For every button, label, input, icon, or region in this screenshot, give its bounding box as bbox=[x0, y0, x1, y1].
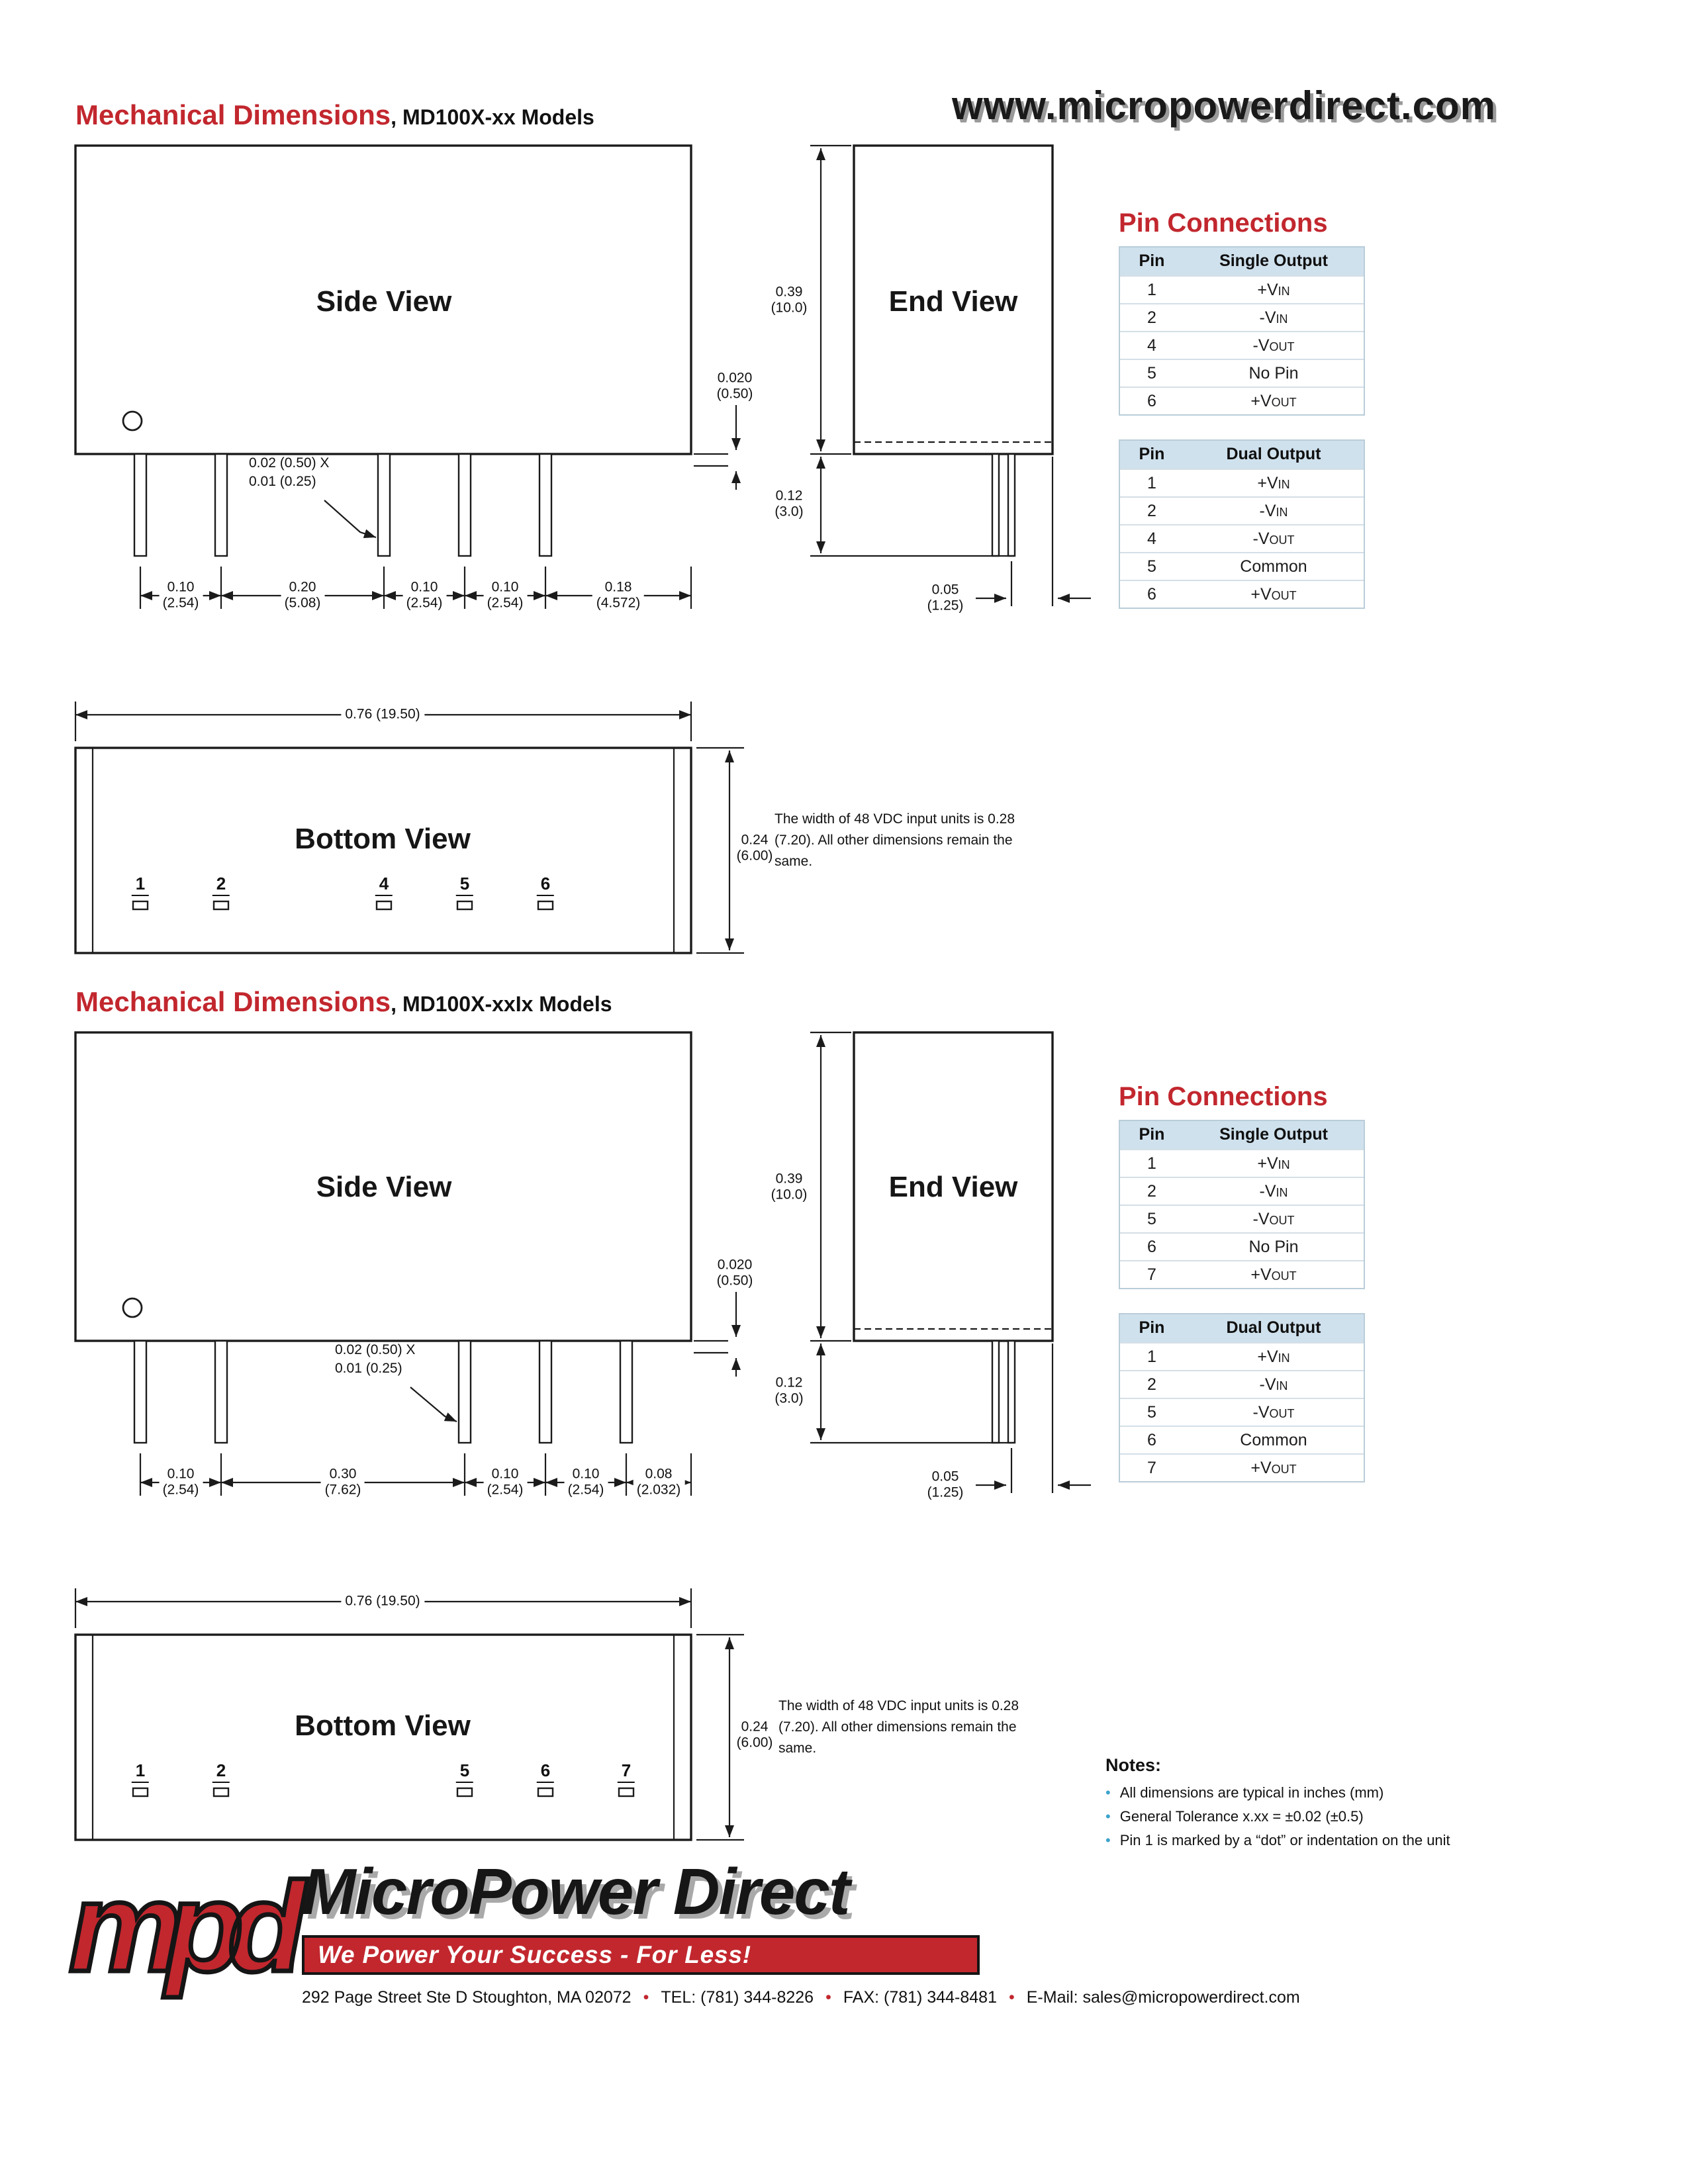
bottom-pin-label-1-5: 5 bbox=[456, 874, 473, 896]
dim-pitch-1-1 bbox=[159, 578, 203, 614]
pin-cell: 6 bbox=[1147, 392, 1156, 410]
bottom-view-1-label: Bottom View bbox=[295, 822, 471, 855]
pin-size-callout-2 bbox=[335, 1342, 415, 1379]
function-cell bbox=[1184, 277, 1364, 303]
dim-body-width-1: 0.76 (19.50) bbox=[341, 705, 424, 725]
section-heading-1-red: Mechanical Dimensions bbox=[75, 101, 391, 131]
function-cell bbox=[1184, 498, 1364, 524]
dimension-lines-side-2 bbox=[140, 1453, 691, 1496]
col-header-output: Single Output bbox=[1219, 1125, 1328, 1144]
table-row bbox=[1120, 1177, 1364, 1205]
website-url[interactable]: www.micropowerdirect.com bbox=[952, 85, 1496, 128]
pin-table-dual-1 bbox=[1119, 439, 1365, 609]
function-cell bbox=[1184, 1234, 1364, 1260]
end-view-1-label: End View bbox=[888, 285, 1018, 318]
col-header-output: Single Output bbox=[1219, 251, 1328, 270]
dim-mm: (2.54) bbox=[487, 1482, 524, 1498]
function-cell bbox=[1184, 360, 1364, 387]
width-note-2: The width of 48 VDC input units is 0.28 (7.20). All other dimensions remain the same. bbox=[778, 1698, 1019, 1756]
function-subscript: OUT bbox=[1271, 396, 1297, 409]
end-view-1-drawing bbox=[810, 146, 1091, 606]
pin-cell: 5 bbox=[1147, 364, 1156, 383]
function-cell bbox=[1184, 1261, 1364, 1288]
function-cell bbox=[1184, 1371, 1364, 1398]
function-text: +V bbox=[1250, 1265, 1272, 1284]
function-text: -V bbox=[1252, 336, 1270, 355]
pin-cell: 5 bbox=[1147, 1210, 1156, 1228]
function-text: Common bbox=[1240, 557, 1307, 576]
dim-mm: (2.54) bbox=[406, 596, 443, 612]
dim-value: 0.05 bbox=[931, 582, 959, 598]
function-text: +V bbox=[1257, 281, 1278, 299]
pin-cell: 2 bbox=[1147, 1375, 1156, 1394]
function-cell bbox=[1184, 581, 1364, 608]
pin-cell: 2 bbox=[1147, 502, 1156, 520]
bullet-icon: • bbox=[1105, 1809, 1111, 1825]
bottom-pin-label-1-1: 1 bbox=[132, 874, 149, 896]
dim-value: 0.10 bbox=[167, 579, 195, 596]
function-text: No Pin bbox=[1248, 1238, 1299, 1256]
pin-cell: 6 bbox=[1147, 585, 1156, 604]
bottom-pin-label-2-5: 5 bbox=[456, 1760, 473, 1783]
function-text: +V bbox=[1257, 1347, 1278, 1366]
dim-value: 0.020 bbox=[717, 370, 753, 387]
dim-value: 0.20 bbox=[289, 579, 316, 596]
table-header-row bbox=[1120, 1121, 1364, 1149]
pin-cell: 2 bbox=[1147, 308, 1156, 327]
function-text: -V bbox=[1259, 1375, 1276, 1394]
phone-text: TEL: (781) 344-8226 bbox=[661, 1988, 814, 2007]
dim-standoff-2 bbox=[713, 1255, 757, 1291]
bottom-pin-label-2-1: 1 bbox=[132, 1760, 149, 1783]
table-row bbox=[1120, 1370, 1364, 1398]
dim-pitch-1-5 bbox=[592, 578, 645, 614]
dim-value: 0.39 bbox=[775, 1171, 803, 1187]
pin-connections-title-1: Pin Connections bbox=[1119, 209, 1328, 238]
pin-size-callout-1-line2: 0.01 (0.25) bbox=[249, 473, 316, 490]
dim-pitch-2-1 bbox=[159, 1465, 203, 1500]
dim-mm: (7.62) bbox=[324, 1482, 361, 1498]
width-note-1: The width of 48 VDC input units is 0.28 (7.20). All other dimensions remain the same. bbox=[774, 811, 1015, 869]
dim-value: 0.10 bbox=[410, 579, 438, 596]
table-row bbox=[1120, 1205, 1364, 1232]
pin-size-callout-1-line1: 0.02 (0.50) X bbox=[249, 455, 330, 471]
dim-pitch-1-3 bbox=[402, 578, 447, 614]
pin-connections-title-2: Pin Connections bbox=[1119, 1083, 1328, 1112]
bullet-icon: • bbox=[1105, 1833, 1111, 1849]
function-subscript: OUT bbox=[1271, 1463, 1297, 1476]
dim-mm: (2.54) bbox=[487, 596, 524, 612]
dim-value: 0.020 bbox=[717, 1257, 753, 1273]
pin-cell: 1 bbox=[1147, 474, 1156, 492]
pin-cell: 7 bbox=[1147, 1459, 1156, 1477]
bullet-icon: • bbox=[643, 1988, 649, 2007]
note-text: Pin 1 is marked by a “dot” or indentation on the unit bbox=[1119, 1833, 1450, 1849]
table-row bbox=[1120, 1260, 1364, 1288]
table-header-row bbox=[1120, 1314, 1364, 1342]
function-text: -V bbox=[1252, 529, 1270, 548]
function-cell bbox=[1184, 1178, 1364, 1205]
fax-text: FAX: (781) 344-8481 bbox=[843, 1988, 997, 2007]
dim-value: 0.39 bbox=[775, 284, 803, 300]
dim-mm: (2.54) bbox=[162, 596, 199, 612]
col-header-output: Dual Output bbox=[1226, 1318, 1321, 1337]
function-cell bbox=[1184, 1455, 1364, 1481]
dim-mm: (3.0) bbox=[774, 504, 804, 520]
function-text: -V bbox=[1259, 1182, 1276, 1201]
table-row bbox=[1120, 275, 1364, 303]
dim-mm: (6.00) bbox=[736, 1735, 773, 1751]
dim-pitch-2-2 bbox=[321, 1465, 365, 1500]
col-header-pin: Pin bbox=[1139, 445, 1165, 463]
table-row bbox=[1120, 331, 1364, 359]
dim-mm: (4.572) bbox=[596, 596, 641, 612]
function-cell bbox=[1184, 1427, 1364, 1453]
pin-table-dual-2 bbox=[1119, 1313, 1365, 1482]
table-row bbox=[1120, 359, 1364, 387]
dim-body-width-2: 0.76 (19.50) bbox=[341, 1592, 424, 1612]
dim-value: 0.30 bbox=[329, 1466, 357, 1482]
function-text: +V bbox=[1257, 474, 1278, 492]
side-view-2-label: Side View bbox=[316, 1170, 452, 1203]
function-subscript: IN bbox=[1276, 506, 1288, 519]
pin-cell: 1 bbox=[1147, 1347, 1156, 1366]
dim-body-depth-1 bbox=[733, 831, 777, 866]
col-header-pin: Pin bbox=[1139, 1125, 1165, 1144]
pin-cell: 4 bbox=[1147, 336, 1156, 355]
function-subscript: IN bbox=[1276, 1379, 1288, 1392]
dim-mm: (2.54) bbox=[567, 1482, 604, 1498]
pin-table-single-1 bbox=[1119, 246, 1365, 416]
function-subscript: IN bbox=[1276, 312, 1288, 326]
dim-value: 0.10 bbox=[572, 1466, 600, 1482]
dim-pin-length-2 bbox=[771, 1373, 807, 1409]
contact-line bbox=[302, 1988, 1300, 2007]
section-heading-1-model: , MD100X-xx Models bbox=[391, 107, 594, 130]
function-cell bbox=[1184, 1206, 1364, 1232]
table-row bbox=[1120, 1232, 1364, 1260]
table-row bbox=[1120, 1453, 1364, 1481]
notes bbox=[1105, 1755, 1516, 1853]
function-cell bbox=[1184, 388, 1364, 414]
table-row bbox=[1120, 1398, 1364, 1426]
side-view-1-label: Side View bbox=[316, 285, 452, 318]
table-header-row bbox=[1120, 441, 1364, 469]
dim-value: 0.12 bbox=[775, 1375, 803, 1391]
pin-cell: 1 bbox=[1147, 1154, 1156, 1173]
function-cell bbox=[1184, 470, 1364, 496]
note-item bbox=[1105, 1782, 1516, 1805]
bullet-icon: • bbox=[1008, 1988, 1015, 2007]
email-text[interactable]: E-Mail: sales@micropowerdirect.com bbox=[1026, 1988, 1300, 2007]
function-cell bbox=[1184, 332, 1364, 359]
note-text: All dimensions are typical in inches (mm) bbox=[1119, 1786, 1384, 1801]
col-header-pin: Pin bbox=[1139, 1318, 1165, 1337]
function-text: No Pin bbox=[1248, 364, 1299, 383]
dim-mm: (5.08) bbox=[284, 596, 321, 612]
dim-value: 0.12 bbox=[775, 488, 803, 504]
end-view-2-label: End View bbox=[888, 1170, 1018, 1203]
dim-value: 0.10 bbox=[491, 1466, 519, 1482]
table-row bbox=[1120, 1342, 1364, 1370]
table-header-row bbox=[1120, 248, 1364, 275]
function-subscript: IN bbox=[1278, 1158, 1290, 1171]
note-item bbox=[1105, 1805, 1516, 1829]
dim-mm: (0.50) bbox=[716, 387, 753, 402]
dim-value: 0.08 bbox=[645, 1466, 673, 1482]
dim-pitch-2-3 bbox=[483, 1465, 528, 1500]
mpd-logo: mpd bbox=[69, 1857, 290, 1999]
pin-cell: 1 bbox=[1147, 281, 1156, 299]
dim-standoff-1 bbox=[713, 369, 757, 404]
col-header-output: Dual Output bbox=[1226, 445, 1321, 463]
pin-cell: 4 bbox=[1147, 529, 1156, 548]
table-row bbox=[1120, 496, 1364, 524]
table-row bbox=[1120, 1426, 1364, 1453]
function-text: -V bbox=[1252, 1403, 1270, 1422]
end-view-2-drawing bbox=[810, 1032, 1091, 1493]
pin-table-single-2 bbox=[1119, 1120, 1365, 1289]
table-row bbox=[1120, 580, 1364, 608]
dim-value: 0.10 bbox=[167, 1466, 195, 1482]
bottom-pin-label-2-2: 2 bbox=[212, 1760, 230, 1783]
note-item bbox=[1105, 1829, 1516, 1853]
dim-mm: (1.25) bbox=[927, 1485, 964, 1501]
function-subscript: OUT bbox=[1271, 589, 1297, 602]
dim-mm: (6.00) bbox=[736, 848, 773, 864]
dim-pin-offset-2 bbox=[923, 1467, 968, 1503]
company-name: MicroPower Direct bbox=[302, 1857, 849, 1929]
section-heading-2 bbox=[75, 987, 612, 1019]
function-subscript: IN bbox=[1278, 478, 1290, 491]
section-heading-1 bbox=[75, 101, 594, 132]
dim-mm: (2.032) bbox=[636, 1482, 681, 1498]
function-text: -V bbox=[1259, 308, 1276, 327]
function-text: -V bbox=[1252, 1210, 1270, 1228]
pin-cell: 5 bbox=[1147, 1403, 1156, 1422]
dim-pitch-1-2 bbox=[281, 578, 325, 614]
dim-height-1 bbox=[767, 283, 812, 318]
side-view-2-drawing bbox=[75, 1032, 736, 1443]
pin-size-callout-2-line1: 0.02 (0.50) X bbox=[335, 1342, 416, 1358]
function-cell bbox=[1184, 1399, 1364, 1426]
dim-pitch-2-4 bbox=[564, 1465, 608, 1500]
tagline-banner: We Power Your Success - For Less! bbox=[302, 1935, 980, 1975]
bottom-pin-label-1-4: 4 bbox=[375, 874, 393, 896]
dim-value: 0.10 bbox=[491, 579, 519, 596]
table-row bbox=[1120, 303, 1364, 331]
bottom-pin-label-2-6: 6 bbox=[537, 1760, 554, 1783]
function-subscript: OUT bbox=[1269, 1214, 1295, 1227]
function-text: +V bbox=[1250, 1459, 1272, 1477]
pin-cell: 7 bbox=[1147, 1265, 1156, 1284]
table-row bbox=[1120, 469, 1364, 496]
dim-mm: (3.0) bbox=[774, 1391, 804, 1407]
function-subscript: OUT bbox=[1269, 340, 1295, 353]
function-text: +V bbox=[1250, 392, 1272, 410]
dim-mm: (1.25) bbox=[927, 598, 964, 614]
col-header-pin: Pin bbox=[1139, 251, 1165, 270]
dim-pitch-1-4 bbox=[483, 578, 528, 614]
dim-mm: (2.54) bbox=[162, 1482, 199, 1498]
table-row bbox=[1120, 1149, 1364, 1177]
function-subscript: IN bbox=[1278, 1351, 1290, 1365]
table-row bbox=[1120, 524, 1364, 552]
dim-value: 0.18 bbox=[604, 579, 632, 596]
dim-pin-offset-1 bbox=[923, 580, 968, 616]
pin-cell: 6 bbox=[1147, 1238, 1156, 1256]
bullet-icon: • bbox=[1105, 1786, 1111, 1801]
function-subscript: IN bbox=[1278, 285, 1290, 298]
dim-mm: (0.50) bbox=[716, 1273, 753, 1289]
pin-cell: 5 bbox=[1147, 557, 1156, 576]
bullet-icon: • bbox=[825, 1988, 831, 2007]
dim-height-2 bbox=[767, 1169, 812, 1205]
function-cell bbox=[1184, 525, 1364, 552]
function-text: +V bbox=[1257, 1154, 1278, 1173]
pin-cell: 2 bbox=[1147, 1182, 1156, 1201]
function-subscript: OUT bbox=[1269, 1407, 1295, 1420]
bottom-pin-label-1-2: 2 bbox=[212, 874, 230, 896]
dim-value: 0.05 bbox=[931, 1469, 959, 1485]
bottom-view-2-label: Bottom View bbox=[295, 1709, 471, 1742]
section-heading-2-model: , MD100X-xxIx Models bbox=[391, 994, 612, 1017]
function-text: -V bbox=[1259, 502, 1276, 520]
function-cell bbox=[1184, 553, 1364, 580]
section-heading-2-red: Mechanical Dimensions bbox=[75, 987, 391, 1018]
dim-value: 0.24 bbox=[741, 1719, 769, 1735]
pin-size-callout-1 bbox=[249, 455, 329, 492]
note-text: General Tolerance x.xx = ±0.02 (±0.5) bbox=[1119, 1809, 1364, 1825]
function-subscript: OUT bbox=[1269, 533, 1295, 547]
bottom-pin-label-1-6: 6 bbox=[537, 874, 554, 896]
dim-pitch-2-5 bbox=[633, 1465, 685, 1500]
dim-body-depth-2 bbox=[733, 1717, 777, 1753]
bottom-pin-label-2-7: 7 bbox=[618, 1760, 635, 1783]
function-text: Common bbox=[1240, 1431, 1307, 1449]
function-subscript: IN bbox=[1276, 1186, 1288, 1199]
pin-cell: 6 bbox=[1147, 1431, 1156, 1449]
function-cell bbox=[1184, 304, 1364, 331]
function-cell bbox=[1184, 1343, 1364, 1370]
notes-title: Notes: bbox=[1105, 1755, 1162, 1775]
table-row bbox=[1120, 552, 1364, 580]
pin-size-callout-2-line2: 0.01 (0.25) bbox=[335, 1360, 402, 1377]
address-text: 292 Page Street Ste D Stoughton, MA 02072 bbox=[302, 1988, 632, 2007]
table-row bbox=[1120, 387, 1364, 414]
function-subscript: OUT bbox=[1271, 1269, 1297, 1283]
dim-value: 0.24 bbox=[741, 832, 769, 848]
function-text: +V bbox=[1250, 585, 1272, 604]
dim-mm: (10.0) bbox=[771, 300, 808, 316]
function-cell bbox=[1184, 1150, 1364, 1177]
dim-mm: (10.0) bbox=[771, 1187, 808, 1203]
dim-pin-length-1 bbox=[771, 486, 807, 522]
side-view-1-drawing bbox=[75, 146, 736, 556]
